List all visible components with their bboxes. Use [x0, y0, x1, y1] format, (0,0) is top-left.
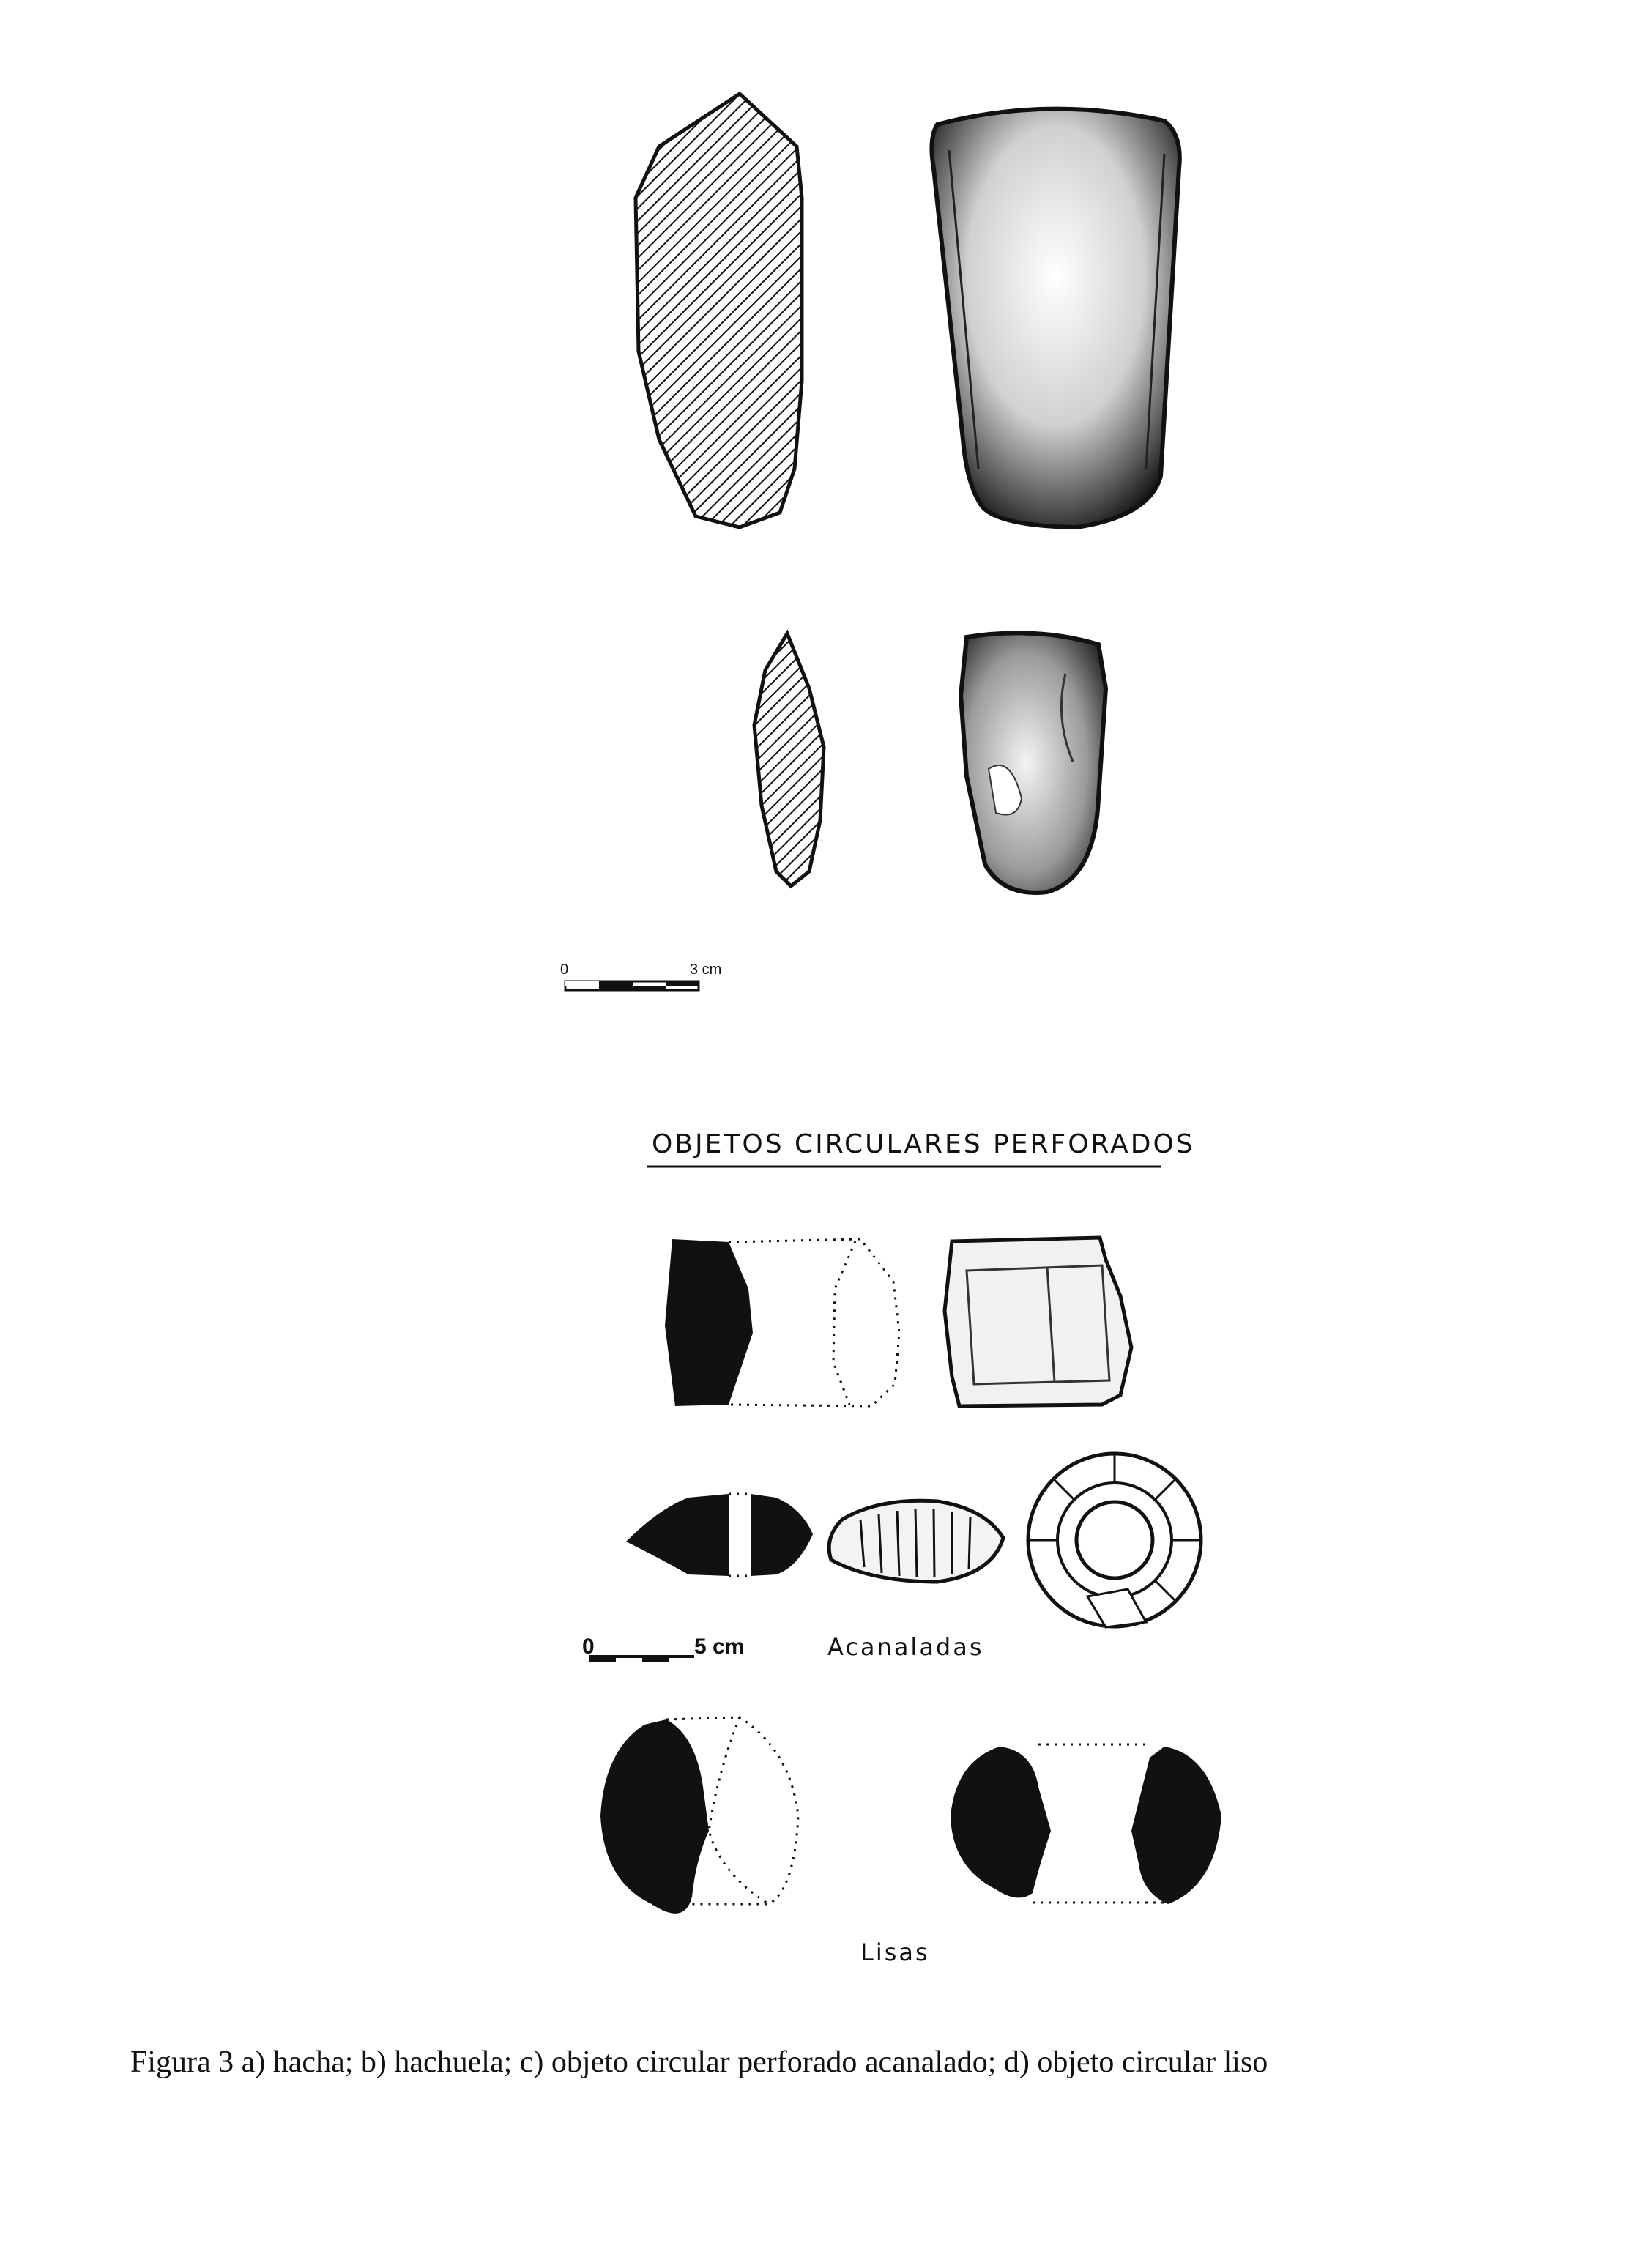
scale-top-end-label: 3 cm: [690, 962, 722, 978]
grooved-object-section-drawing: [665, 1239, 899, 1406]
grooved-object-exterior-drawing: [945, 1238, 1131, 1406]
section-title: OBJETOS CIRCULARES PERFORADOS: [652, 1129, 1195, 1159]
scale-bar-top: [560, 962, 721, 990]
grooved-ring-section-drawing: [626, 1494, 813, 1576]
label-grooved: Acanaladas: [827, 1633, 984, 1661]
smooth-object-2-drawing: [951, 1744, 1221, 1904]
grooved-ring-side-drawing: [829, 1501, 1003, 1582]
smooth-object-1-drawing: [600, 1717, 798, 1914]
scale-bottom-zero-label: 0: [582, 1635, 595, 1659]
figure-caption: Figura 3 a) hacha; b) hachuela; c) objeto circular perforado acanalado; d) objeto circular liso: [130, 2045, 1268, 2079]
scale-top-zero-label: 0: [560, 962, 569, 978]
adze-face-drawing: [961, 633, 1106, 893]
label-smooth: Lisas: [860, 1938, 930, 1966]
grooved-ring-top-drawing: [1028, 1454, 1201, 1627]
scale-bottom-end-label: 5 cm: [694, 1635, 745, 1659]
adze-section-drawing: [754, 633, 824, 886]
axe-face-drawing: [931, 109, 1179, 527]
axe-section-drawing: [636, 94, 802, 527]
scale-bar-bottom: [582, 1635, 744, 1662]
